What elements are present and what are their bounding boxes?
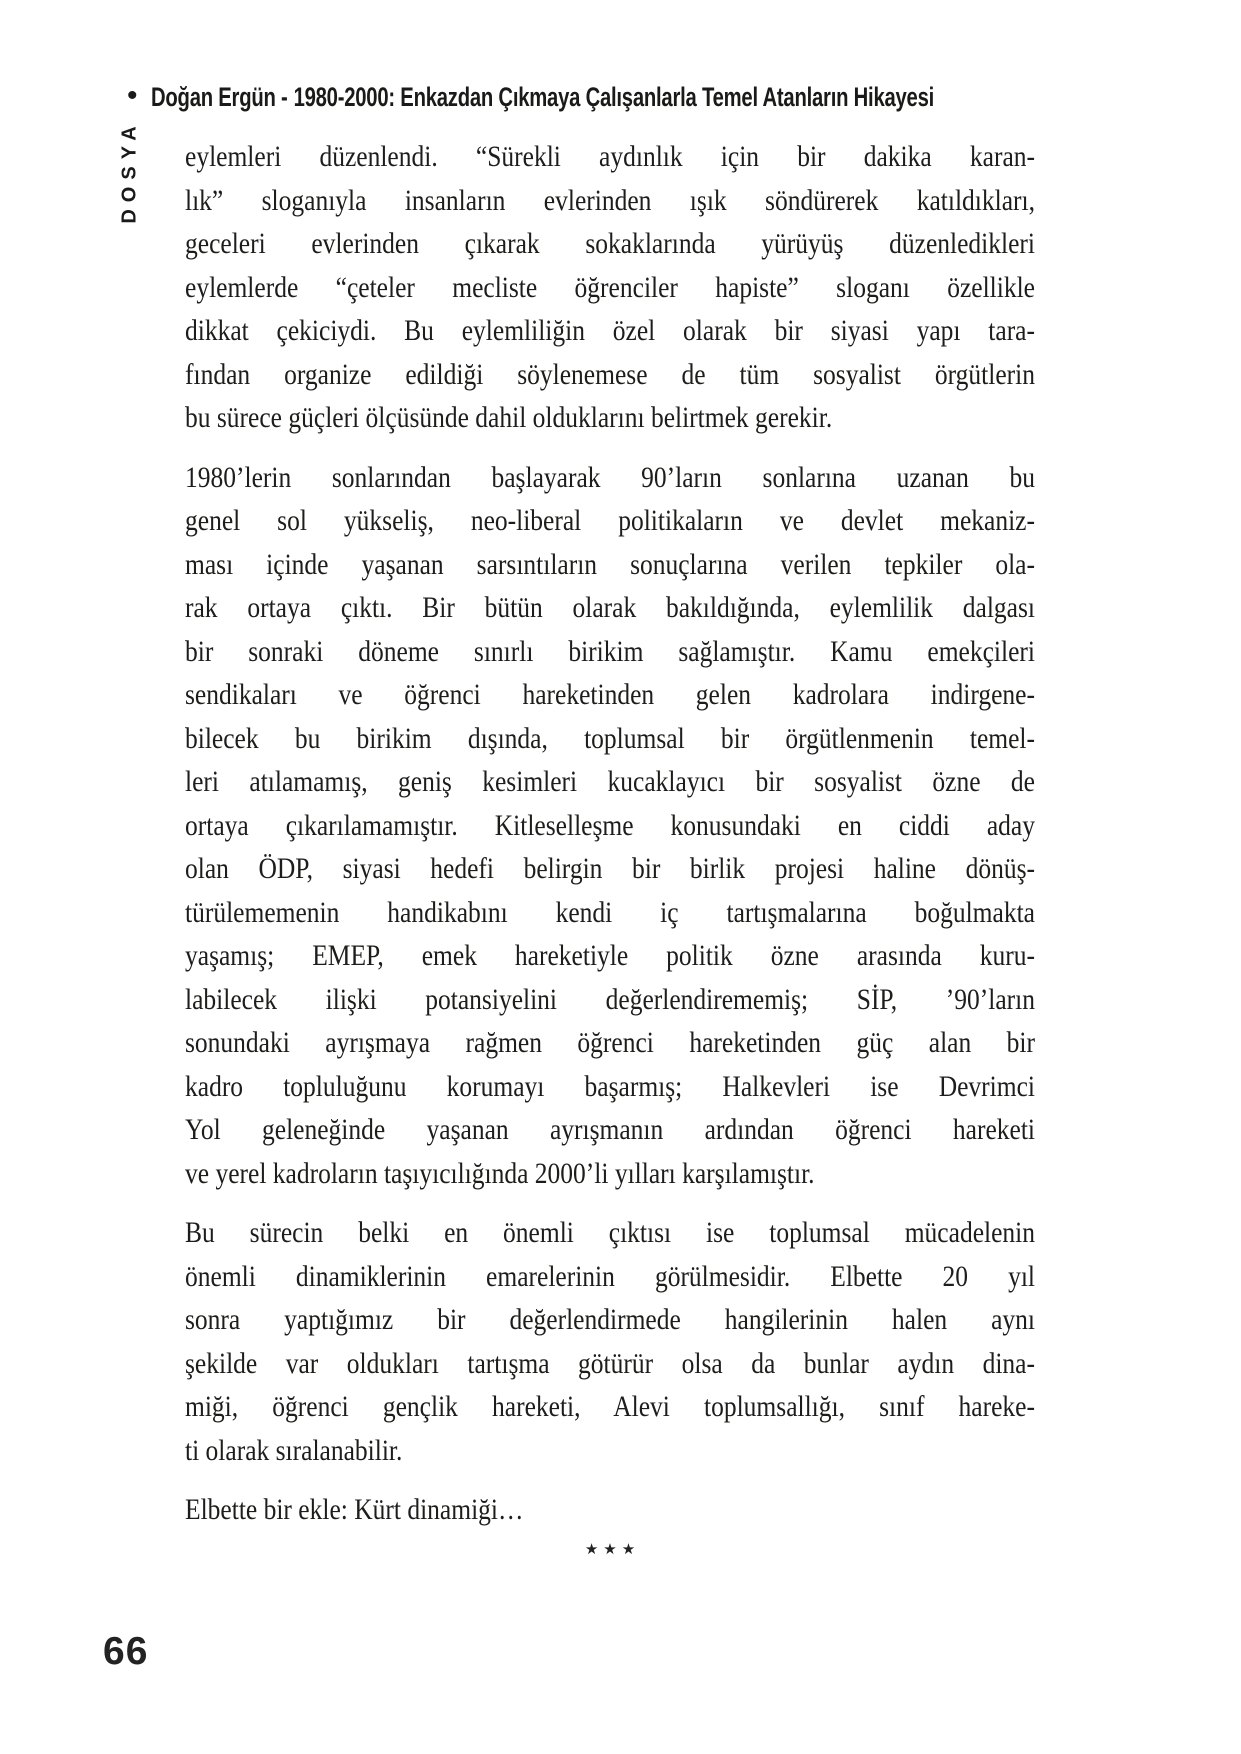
asterism-separator: ★★★ — [584, 1540, 641, 1558]
chapter-title: 1980-2000: Enkazdan Çıkmaya Çalışanlarla Temel Atanların Hikayesi — [293, 82, 934, 112]
text-line: önemli dinamiklerinin emarelerinin görülmesidir. Elbette 20 yıl — [185, 1259, 1035, 1293]
text-line: türülememenin handikabını kendi iç tartışmalarına boğulmakta — [185, 895, 1035, 929]
text-line: lık” sloganıyla insanların evlerinden ışık söndürerek katıldıkları, — [185, 183, 1035, 217]
text-line: eylemleri düzenlendi. “Sürekli aydınlık için bir dakika karan- — [185, 140, 1035, 173]
text-line: Elbette bir ekle: Kürt dinamiği… — [185, 1493, 524, 1526]
text-line: leri atılamamış, geniş kesimleri kucaklayıcı bir sosyalist özne de — [185, 765, 1035, 798]
body-text — [185, 135, 1035, 1548]
text-line: sendikaları ve öğrenci hareketinden gelen kadrolara indirgene- — [185, 678, 1035, 711]
text-line: ve yerel kadroların taşıyıcılığında 2000’li yılları karşılamıştır. — [185, 1156, 815, 1190]
text-line: ortaya çıkarılamamıştır. Kitleselleşme konusundaki en ciddi aday — [185, 808, 1035, 842]
text-line: genel sol yükseliş, neo-liberal politikaların ve devlet mekaniz- — [185, 504, 1035, 537]
paragraph — [185, 135, 1035, 440]
text-line: olan ÖDP, siyasi hedefi belirgin bir birlik projesi haline dönüş- — [185, 852, 1035, 885]
paragraph — [185, 1488, 1035, 1532]
page-number: 66 — [103, 1630, 149, 1673]
text-line: geceleri evlerinden çıkarak sokaklarında yürüyüş düzenledikleri — [185, 227, 1035, 260]
text-line: kadro topluluğunu korumayı başarmış; Halkevleri ise Devrimci — [185, 1069, 1035, 1103]
text-line: miği, öğrenci gençlik hareketi, Alevi toplumsallığı, sınıf hareke- — [185, 1390, 1035, 1423]
section-label-vertical: DOSYA — [118, 119, 141, 224]
text-line: ti olarak sıralanabilir. — [185, 1433, 403, 1467]
running-head — [127, 78, 1195, 113]
text-line: ması içinde yaşanan sarsıntıların sonuçlarına verilen tepkiler ola- — [185, 547, 1035, 581]
text-line: labilecek ilişki potansiyelini değerlendirememiş; SİP, ’90’ların — [185, 982, 1035, 1016]
text-line: sonundaki ayrışmaya rağmen öğrenci hareketinden güç alan bir — [185, 1026, 1035, 1059]
paragraph — [185, 1211, 1035, 1472]
text-line: fından organize edildiği söylenemese de tüm sosyalist örgütlerin — [185, 357, 1035, 391]
text-line: dikkat çekiciydi. Bu eylemliliğin özel olarak bir siyasi yapı tara- — [185, 314, 1035, 347]
text-line: 1980’lerin sonlarından başlayarak 90’ların sonlarına uzanan bu — [185, 460, 1035, 494]
bullet-icon: • — [127, 78, 138, 112]
text-line: sonra yaptığımız bir değerlendirmede hangilerinin halen aynı — [185, 1303, 1035, 1336]
text-line: yaşamış; EMEP, emek hareketiyle politik özne arasında kuru- — [185, 939, 1035, 972]
text-line: Yol geleneğinde yaşanan ayrışmanın ardından öğrenci hareketi — [185, 1113, 1035, 1146]
running-head-text — [151, 82, 934, 113]
text-line: bir sonraki döneme sınırlı birikim sağlamıştır. Kamu emekçileri — [185, 634, 1035, 668]
paragraph — [185, 456, 1035, 1196]
text-line: bilecek bu birikim dışında, toplumsal bir örgütlenmenin temel- — [185, 721, 1035, 755]
text-line: rak ortaya çıktı. Bir bütün olarak bakıldığında, eylemlilik dalgası — [185, 591, 1035, 624]
text-line: bu sürece güçleri ölçüsünde dahil olduklarını belirtmek gerekir. — [185, 401, 833, 434]
author-name: Doğan Ergün - — [150, 82, 288, 112]
text-line: şekilde var oldukları tartışma götürür olsa da bunlar aydın dina- — [185, 1346, 1035, 1380]
text-line: eylemlerde “çeteler mecliste öğrenciler hapiste” sloganı özellikle — [185, 270, 1035, 304]
text-line: Bu sürecin belki en önemli çıktısı ise toplumsal mücadelenin — [185, 1216, 1035, 1249]
